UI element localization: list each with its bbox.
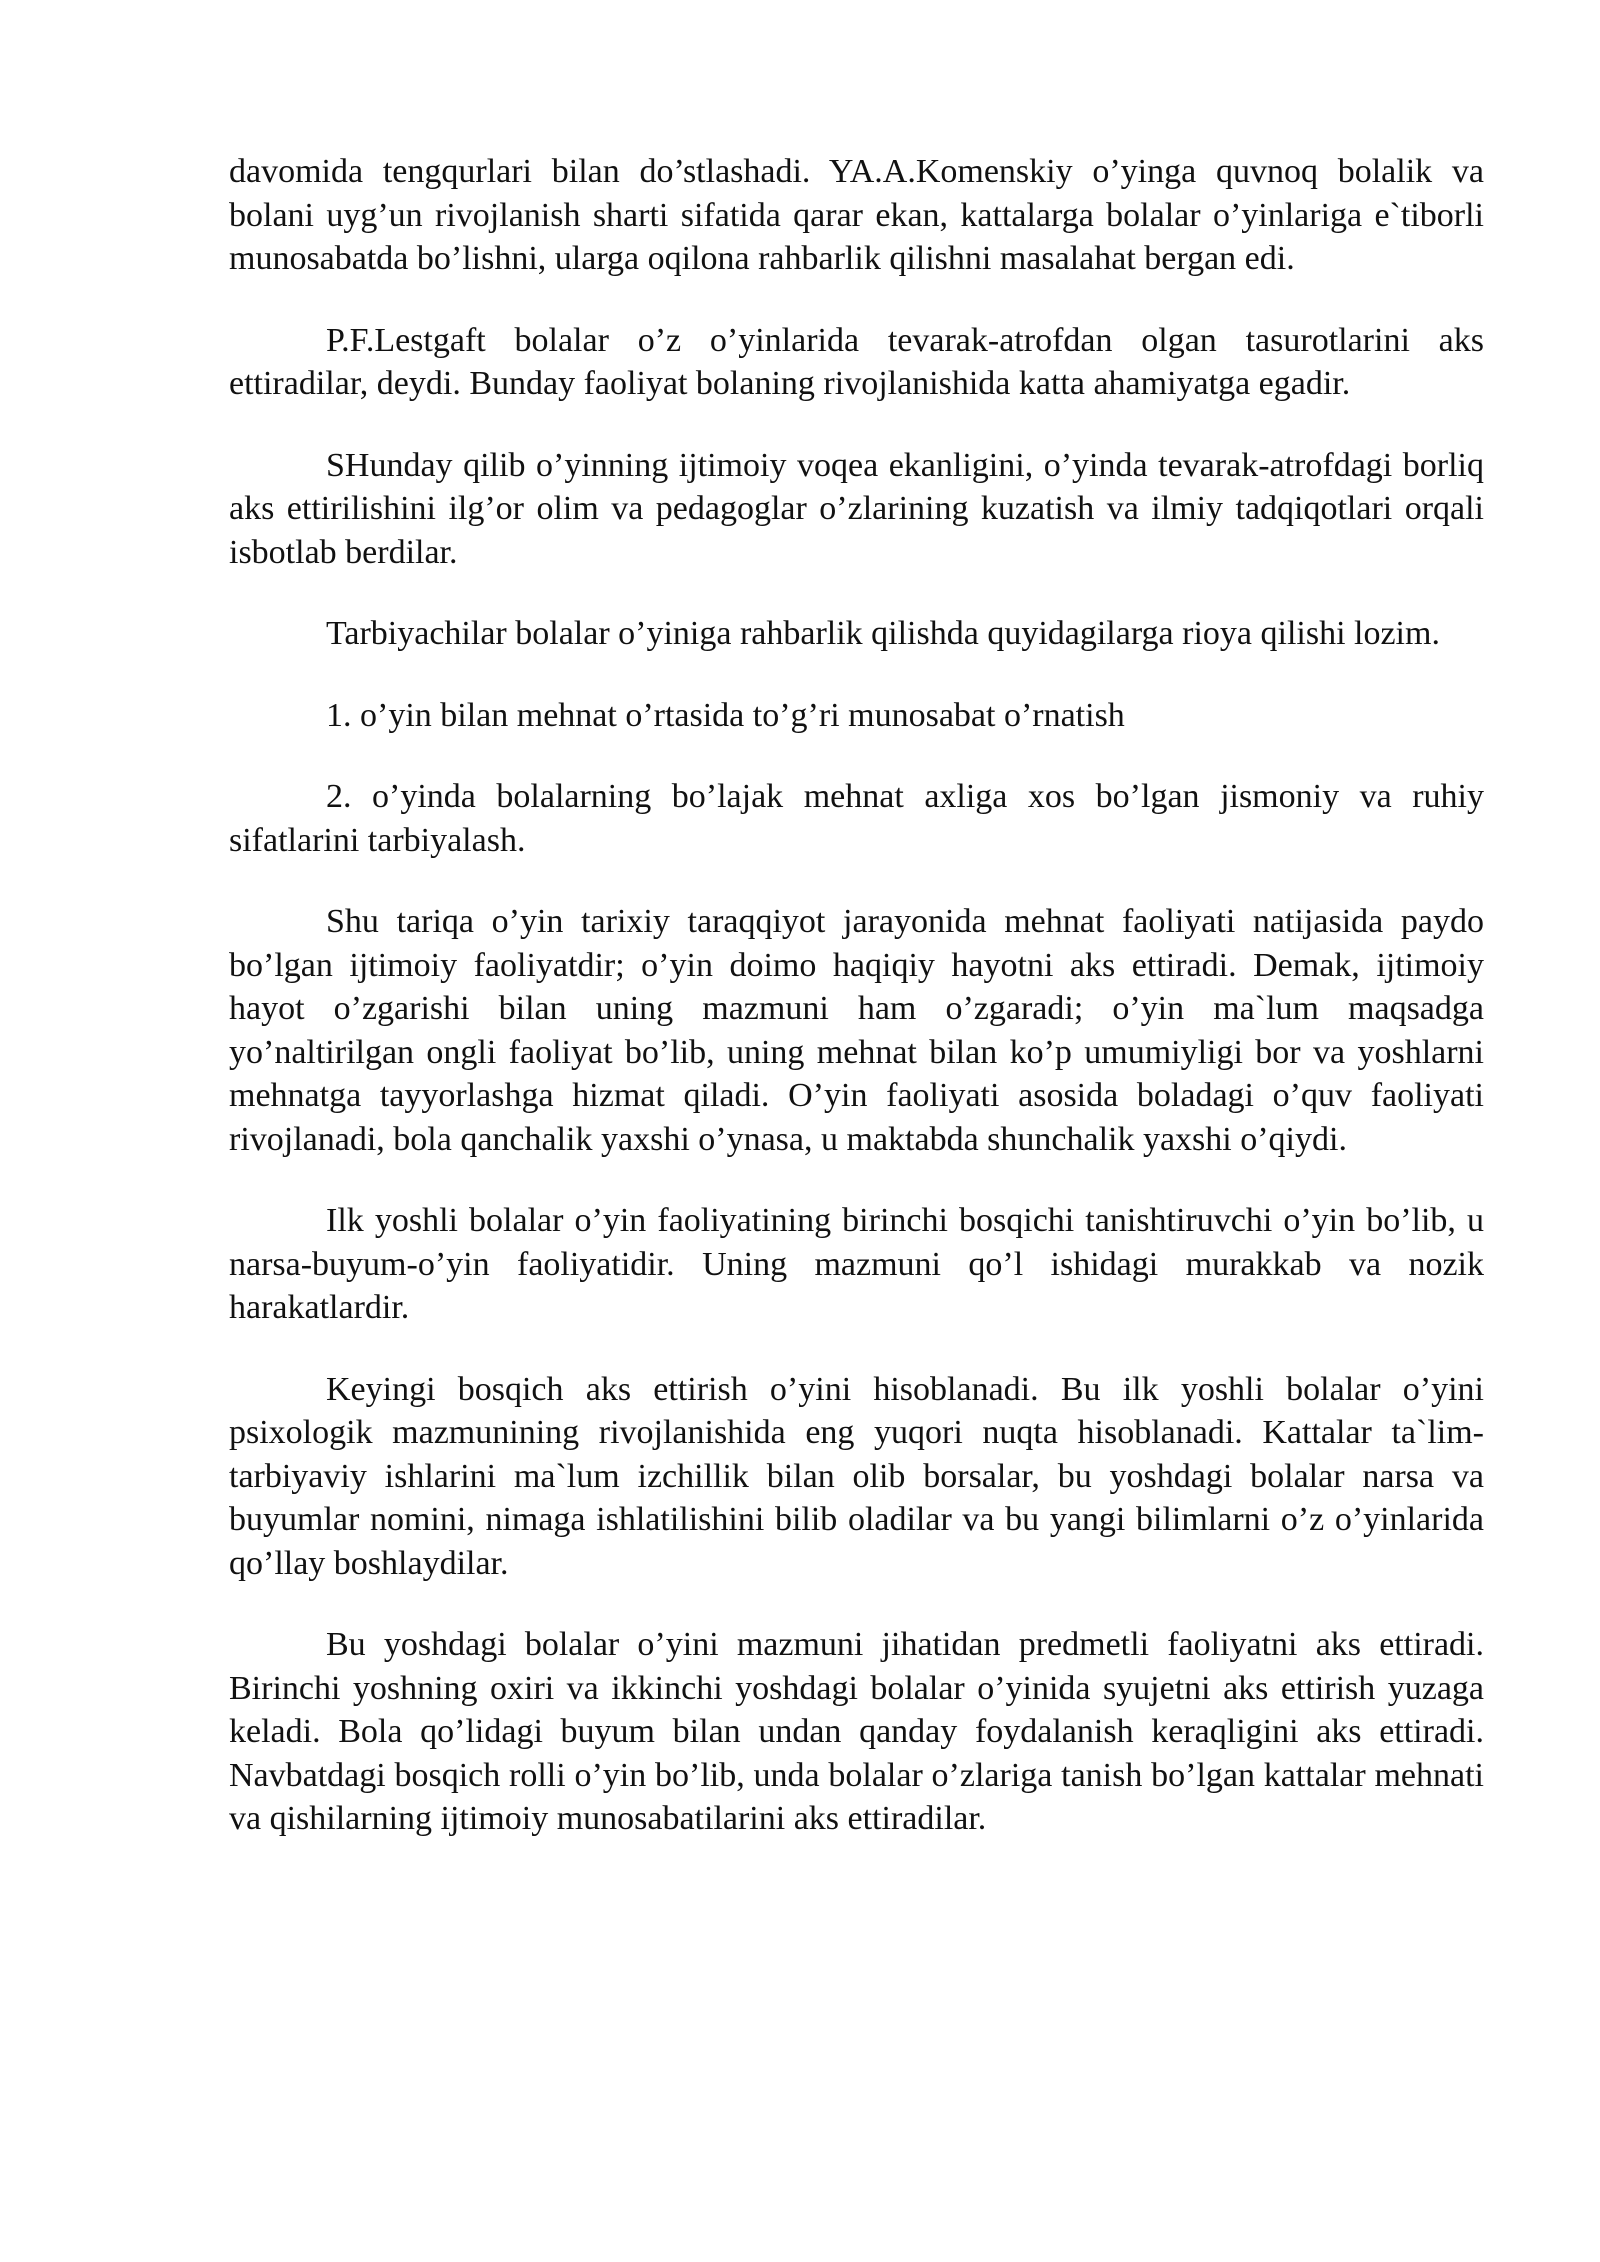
paragraph-5: Shu tariqa o’yin tarixiy taraqqiyot jarayonida mehnat faoliyati natijasida paydo bo’lgan ijtimoiy faoliyatdir; o’yin doimo haqiqiy hayotni aks ettiradi. Demak, ijtimoiy hayot o’zgarishi bilan uning mazmuni ham o’zgaradi; o’yin ma`lum maqsadga yo’naltirilgan ongli faoliyat bo’lib, uning mehnat bilan ko’p umumiyligi bor va yoshlarni mehnatga tayyorlashga hizmat qiladi. O’yin faoliyati asosida boladagi o’quv faoliyati rivojlanadi, bola qanchalik yaxshi o’ynasa, u maktabda shunchalik yaxshi o’qiydi. [229,903,1484,1158]
list-item-1: 1. o’yin bilan mehnat o’rtasida to’g’ri munosabat o’rnatish [326,696,1125,734]
paragraph-2: P.F.Lestgaft bolalar o’z o’yinlarida tevarak-atrofdan olgan tasurotlarini aks ettiradilar, deydi. Bunday faoliyat bolaning rivojlanishida katta ahamiyatga egadir. [229,321,1484,402]
paragraph-6: Ilk yoshli bolalar o’yin faoliyatining birinchi bosqichi tanishtiruvchi o’yin bo’lib, u narsa-buyum-o’yin faoliyatidir. Uning mazmuni qo’l ishidagi murakkab va nozik harakatlardir. [229,1202,1484,1326]
paragraph-7: Keyingi bosqich aks ettirish o’yini hisoblanadi. Bu ilk yoshli bolalar o’yini psixologik mazmunining rivojlanishida eng yuqori nuqta hisoblanadi. Kattalar ta`lim-tarbiyaviy ishlarini ma`lum izchillik bilan olib borsalar, bu yoshdagi bolalar narsa va buyumlar nomini, nimaga ishlatilishini bilib oladilar va bu yangi bilimlarni o’z o’yinlarida qo’llay boshlaydilar. [229,1370,1484,1582]
paragraph-8: Bu yoshdagi bolalar o’yini mazmuni jihatidan predmetli faoliyatni aks ettiradi. Birinchi yoshning oxiri va ikkinchi yoshdagi bolalar o’yinida syujetni aks ettirish yuzaga keladi. Bola qo’lidagi buyum bilan undan qanday foydalanish keraqligini aks ettiradi. Navbatdagi bosqich rolli o’yin bo’lib, unda bolalar o’zlariga tanish bo’lgan kattalar mehnati va qishilarning ijtimoiy munosabatilarini aks ettiradilar. [229,1626,1484,1837]
paragraph-4: Tarbiyachilar bolalar o’yiniga rahbarlik qilishda quyidagilarga rioya qilishi lozim. [326,615,1440,652]
paragraph-1: davomida tengqurlari bilan do’stlashadi. YA.A.Komenskiy o’yinga quvnoq bolalik va bolani uyg’un rivojlanish sharti sifatida qarar ekan, kattalarga bolalar o’yinlariga e`tiborli munosabatda bo’lishni, ularga oqilona rahbarlik qilishni masalahat bergan edi. [229,153,1484,277]
body-text [229,150,1484,1879]
paragraph-3: SHunday qilib o’yinning ijtimoiy voqea ekanligini, o’yinda tevarak-atrofdagi borliq aks ettirilishini ilg’or olim va pedagoglar o’zlarining kuzatish va ilmiy tadqiqotlari orqali isbotlab berdilar. [229,446,1484,571]
list-item-2: 2. o’yinda bolalarning bo’lajak mehnat axliga xos bo’lgan jismoniy va ruhiy sifatlarini tarbiyalash. [229,778,1484,859]
